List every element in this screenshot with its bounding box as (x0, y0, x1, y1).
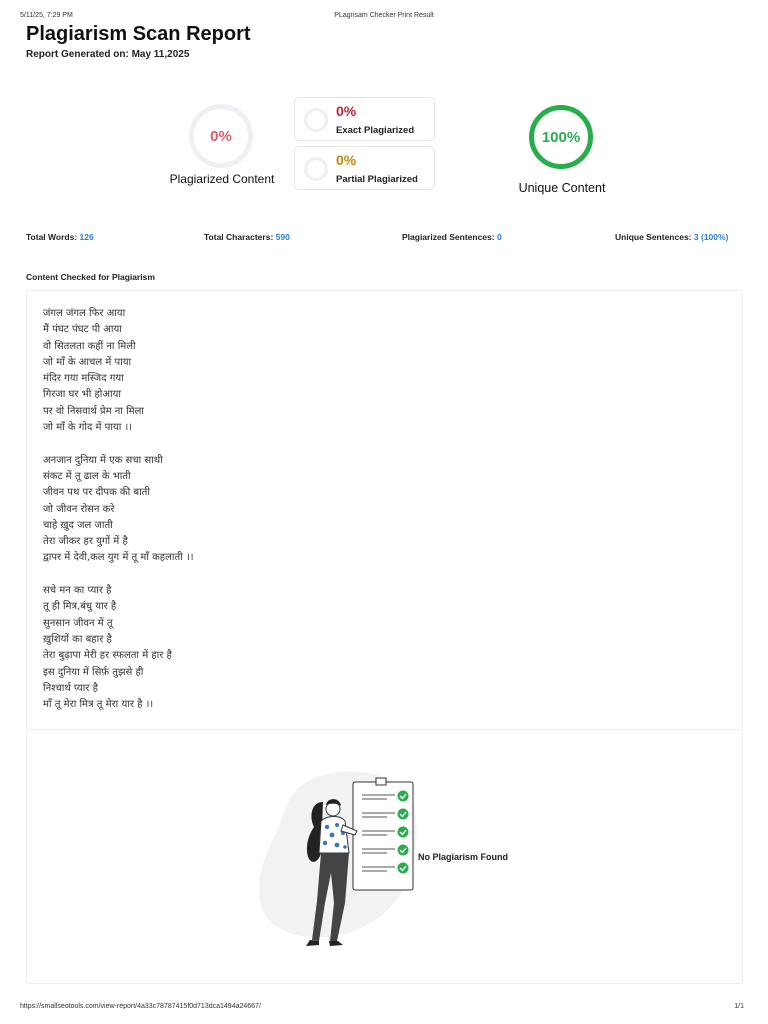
partial-plagiarized-card (294, 146, 435, 190)
stat-total-words-label: Total Words: (26, 232, 78, 242)
plagiarized-percentage: 0% (210, 127, 232, 145)
content-line: जो जीवन रोसन करे (43, 503, 115, 515)
content-line: तेरा जीकर हर युगों में है (43, 536, 128, 548)
stanza-gap (43, 567, 194, 583)
content-line: माँ तू मेरा मित्र तू मेरा यार है ।। (43, 699, 154, 711)
stat-total-words (26, 232, 94, 242)
report-url: https://smallseotools.com/view-report/4a33c78787415f0d713dca1494a24667/ (20, 1003, 261, 1010)
partial-plagiarized-percentage: 0% (336, 152, 357, 168)
content-line: अनजान दुनिया में एक सचा साथी (43, 454, 163, 466)
checklist-woman-illustration (257, 765, 417, 950)
checked-content-text (43, 306, 194, 713)
page-number: 1/1 (734, 1003, 744, 1010)
checked-content-box (26, 290, 743, 730)
stat-plagiarized-sentences-label: Plagiarized Sentences: (402, 232, 495, 242)
content-line: गिरजा घर भी होआया (43, 389, 121, 401)
stat-total-characters-value: 590 (275, 232, 290, 242)
content-line: निश्चार्थ प्यार है (43, 682, 98, 694)
plagiarized-percentage-ring (189, 104, 253, 168)
print-footer (20, 1003, 748, 1013)
content-line: मंदिर गया मस्जिद गया (43, 373, 124, 385)
content-line: तू ही मित्र,बंधु यार है (43, 601, 117, 613)
report-title: Plagiarism Scan Report (26, 23, 251, 45)
content-line: ख़ुशियों का बहार है (43, 633, 112, 645)
report-generated-date: Report Generated on: May 11,2025 (26, 49, 190, 60)
stat-total-characters (204, 232, 290, 242)
partial-plagiarized-ring-icon (304, 157, 328, 181)
stat-total-characters-label: Total Characters: (204, 232, 274, 242)
unique-percentage-ring (529, 105, 593, 169)
content-line: तेरा बुढ़ापा मेरी हर स्फलता में हार है (43, 650, 172, 662)
content-line: जीवन पथ पर दीपक की बाती (43, 487, 150, 499)
stat-unique-sentences-label: Unique Sentences: (615, 232, 692, 242)
content-line: पर वो निसवार्थ प्रेम ना मिला (43, 405, 145, 417)
plagiarized-content-label: Plagiarized Content (169, 172, 275, 186)
content-line: जो माँ के गोद में पाया ।। (43, 422, 133, 434)
no-plagiarism-message: No Plagiarism Found (418, 852, 509, 862)
content-line: द्वापर में देवी,कल युग में तू माँ कहलाती ।। (43, 552, 194, 564)
stat-plagiarized-sentences-value: 0 (496, 232, 502, 242)
content-line: सुनसान जीवन में तू (43, 617, 113, 629)
exact-plagiarized-ring-icon (304, 108, 328, 132)
exact-plagiarized-percentage: 0% (336, 103, 357, 119)
content-section-title: Content Checked for Plagiarism (26, 272, 155, 282)
content-line: जंगल जंगल फिर आया (43, 308, 126, 319)
print-header (20, 12, 748, 22)
print-datetime: 5/11/25, 7:29 PM (20, 12, 73, 19)
stat-plagiarized-sentences (402, 232, 502, 242)
exact-plagiarized-label: Exact Plagiarized (336, 125, 415, 136)
stat-unique-sentences (615, 232, 728, 242)
stanza-gap (43, 436, 194, 452)
unique-content-label: Unique Content (518, 181, 606, 195)
stat-unique-sentences-value: 3 (100%) (693, 232, 729, 242)
content-line: सचे मन का प्यार है (43, 585, 112, 597)
result-box (26, 729, 743, 984)
partial-plagiarized-label: Partial Plagiarized (336, 174, 418, 185)
exact-plagiarized-card (294, 97, 435, 141)
content-line: संकट में तू ढाल के भाती (43, 470, 131, 482)
content-line: वो सितलता कहीं ना मिली (43, 340, 136, 352)
content-line: इस दुनिया में सिर्फ़ तुझसे ही (43, 666, 144, 678)
print-page-title: PLagrisam Checker Print Result (334, 12, 434, 19)
unique-percentage: 100% (541, 128, 581, 146)
stat-total-words-value: 126 (79, 232, 94, 242)
content-line: चाहे ख़ुद जल जाती (43, 519, 113, 531)
content-line: जो माँ के आचल में पाया (43, 356, 132, 368)
content-line: मैं पंघट पंघट पी आया (43, 324, 122, 336)
